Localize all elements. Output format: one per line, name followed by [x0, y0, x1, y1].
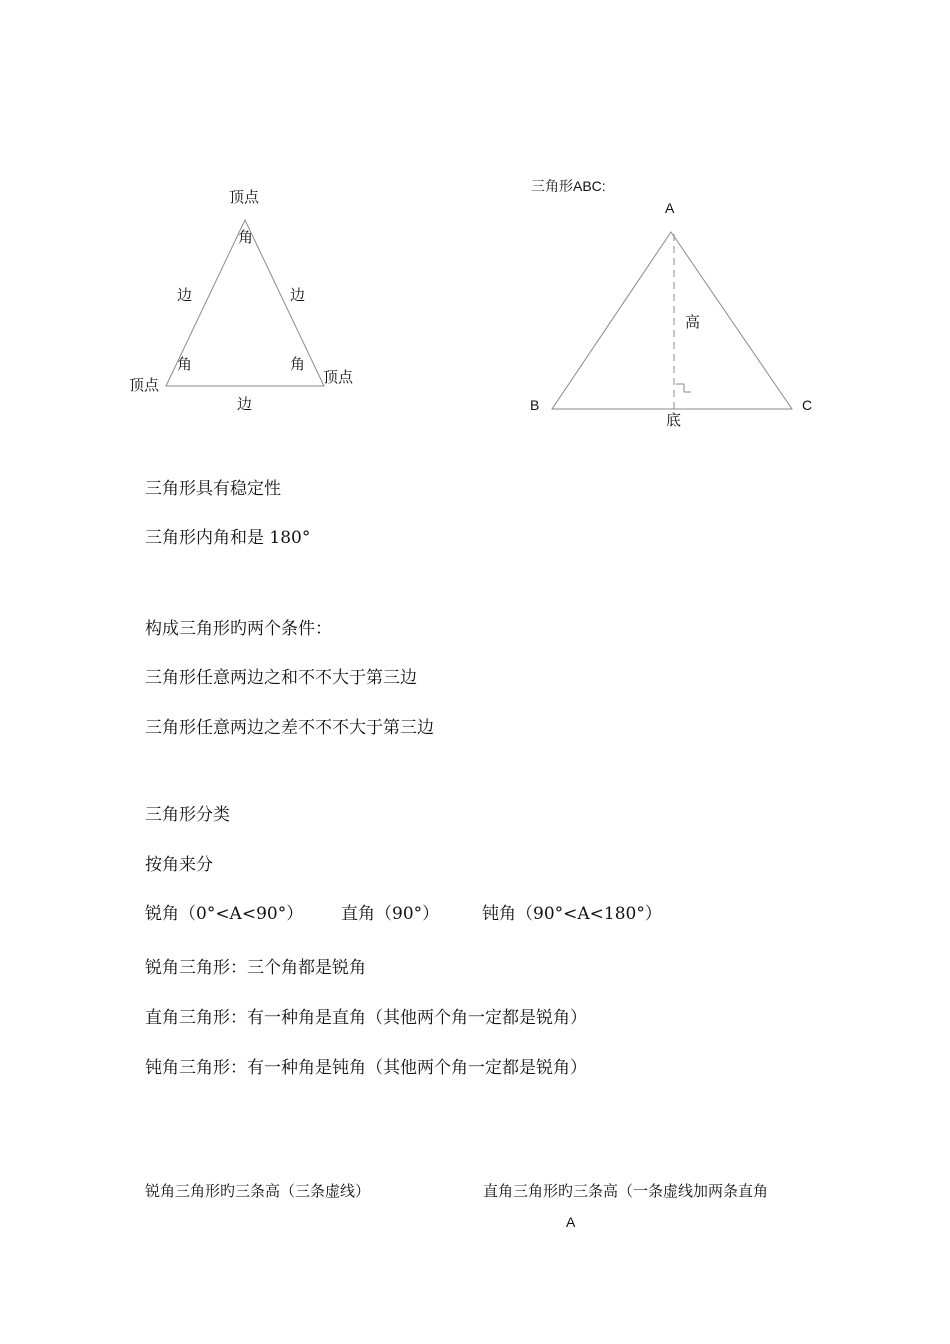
vertex-a-label: A: [665, 200, 675, 216]
by-angle-text: 按角来分: [145, 855, 213, 875]
vertex-left-label: 顶点: [129, 376, 160, 394]
right-definition: 直角（90°）: [341, 904, 440, 924]
classification-heading: 三角形分类: [145, 805, 230, 825]
obtuse-definition: 钝角（90°<A<180°）: [482, 904, 662, 924]
acute-heights-caption: 锐角三角形旳三条高（三条虚线）: [145, 1182, 371, 1200]
vertex-b-label: B: [530, 397, 540, 413]
height-label: 高: [685, 313, 701, 331]
vertex-top-label: 顶点: [229, 188, 260, 206]
conditions-title: 构成三角形旳两个条件：: [145, 619, 332, 639]
abc-triangle-shape: [552, 232, 792, 409]
angle-sum-text: 三角形内角和是 180°: [145, 528, 311, 548]
right-angle-marker: [676, 384, 691, 392]
stability-text: 三角形具有稳定性: [145, 479, 281, 499]
abc-title: 三角形ABC:: [531, 178, 606, 194]
base-label: 底: [666, 411, 682, 429]
right-heights-caption: 直角三角形旳三条高（一条虚线加两条直角: [483, 1182, 769, 1200]
side-bottom-label: 边: [237, 395, 253, 413]
obtuse-triangle-text: 钝角三角形：有一种角是钝角（其他两个角一定都是锐角）: [145, 1058, 587, 1078]
angle-left-label: 角: [177, 355, 193, 373]
condition-1-text: 三角形任意两边之和不不大于第三边: [145, 668, 417, 688]
angle-right-label: 角: [290, 355, 306, 373]
vertex-c-label: C: [802, 397, 813, 413]
vertex-right-label: 顶点: [323, 368, 354, 386]
bottom-vertex-a-label: A: [566, 1214, 576, 1230]
condition-2-text: 三角形任意两边之差不不不大于第三边: [145, 718, 434, 738]
side-right-label: 边: [290, 286, 306, 304]
acute-triangle-text: 锐角三角形：三个角都是锐角: [145, 958, 366, 978]
side-left-label: 边: [177, 286, 193, 304]
acute-definition: 锐角（0°<A<90°）: [145, 904, 304, 924]
right-triangle-text: 直角三角形：有一种角是直角（其他两个角一定都是锐角）: [145, 1008, 587, 1028]
angle-top-label: 角: [238, 228, 254, 246]
